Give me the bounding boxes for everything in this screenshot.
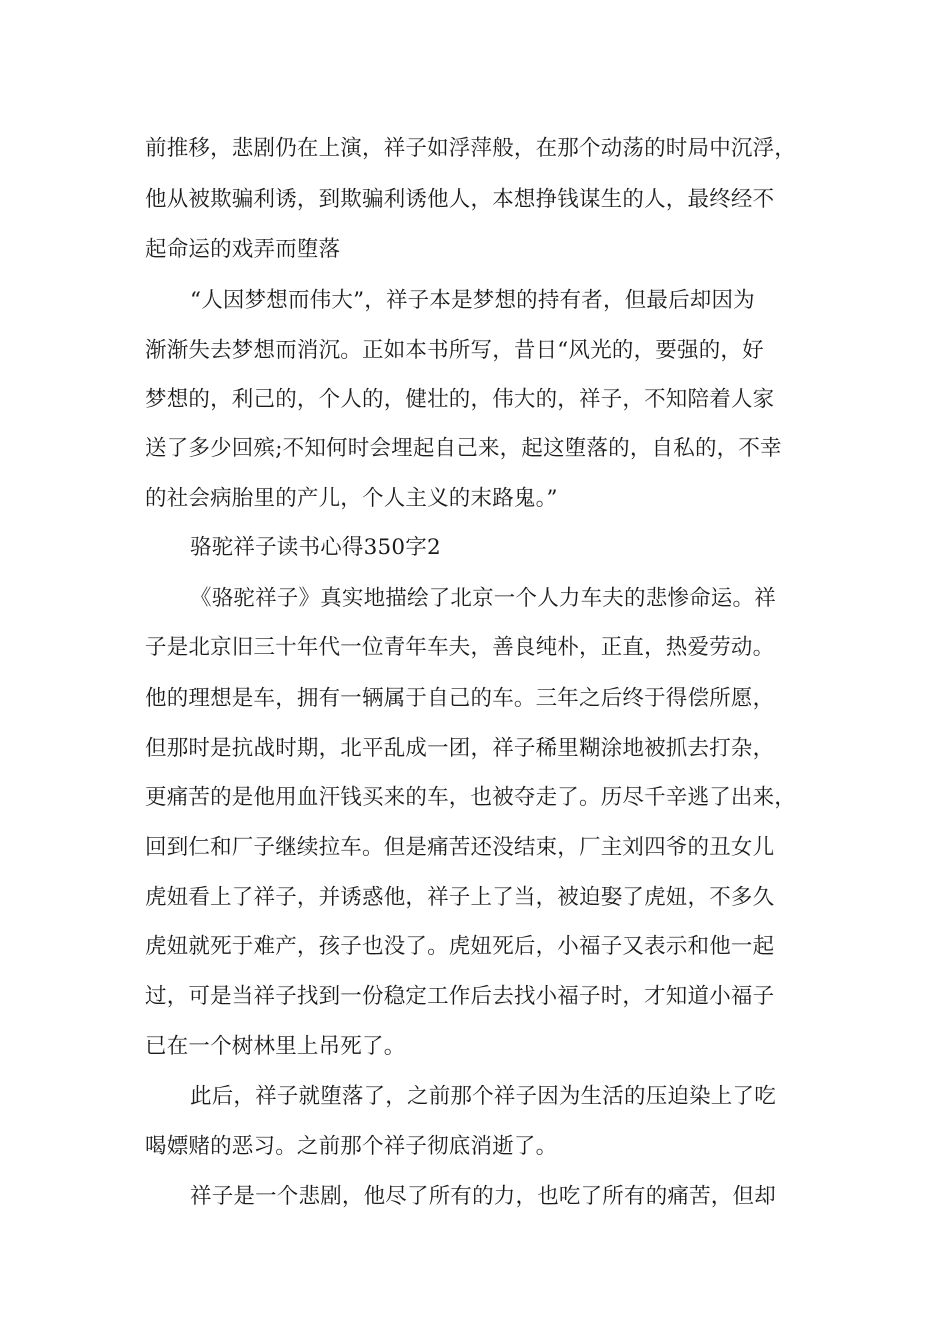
text-line: 祥子是一个悲剧，他尽了所有的力，也吃了所有的痛苦，但却: [190, 1184, 776, 1209]
text-line: 虎妞看上了祥子，并诱惑他，祥子上了当，被迫娶了虎妞，不多久: [145, 885, 775, 910]
text-line: 过，可是当祥子找到一份稳定工作后去找小福子时，才知道小福子: [145, 984, 775, 1009]
text-line: 他从被欺骗利诱，到欺骗利诱他人，本想挣钱谋生的人，最终经不: [145, 187, 775, 212]
text-line: 回到仁和厂子继续拉车。但是痛苦还没结束，厂主刘四爷的丑女儿: [145, 835, 775, 860]
text-line: 更痛苦的是他用血汗钱买来的车，也被夺走了。历尽千辛逃了出来，: [145, 785, 797, 810]
text-line: 但那时是抗战时期，北平乱成一团，祥子稀里糊涂地被抓去打杂，: [145, 736, 775, 761]
text-line: 前推移，悲剧仍在上演，祥子如浮萍般，在那个动荡的时局中沉浮，: [145, 136, 797, 161]
text-line: 已在一个树林里上吊死了。: [145, 1034, 406, 1059]
text-line: 送了多少回殡;不知何时会埋起自己来，起这堕落的，自私的，不幸: [145, 436, 782, 461]
text-line: 的社会病胎里的产儿，个人主义的末路鬼。”: [145, 486, 558, 511]
text-line: 梦想的，利己的，个人的，健壮的，伟大的，祥子，不知陪着人家: [145, 387, 775, 412]
section-heading: 骆驼祥子读书心得350字2: [190, 535, 441, 560]
text-line: 起命运的戏弄而堕落: [145, 237, 341, 262]
text-line: “人因梦想而伟大”，祥子本是梦想的持有者，但最后却因为: [190, 288, 755, 313]
text-line: 虎妞就死于难产，孩子也没了。虎妞死后，小福子又表示和他一起: [145, 934, 775, 959]
text-line: 喝嫖赌的恶习。之前那个祥子彻底消逝了。: [145, 1134, 558, 1159]
text-line: 《骆驼祥子》真实地描绘了北京一个人力车夫的悲惨命运。祥: [190, 586, 776, 611]
text-line: 此后，祥子就堕落了，之前那个祥子因为生活的压迫染上了吃: [190, 1084, 776, 1109]
text-line: 子是北京旧三十年代一位青年车夫，善良纯朴，正直，热爱劳动。: [145, 635, 775, 660]
text-line: 他的理想是车，拥有一辆属于自己的车。三年之后终于得偿所愿，: [145, 686, 775, 711]
text-line: 渐渐失去梦想而消沉。正如本书所写，昔日“风光的，要强的，好: [145, 338, 764, 363]
